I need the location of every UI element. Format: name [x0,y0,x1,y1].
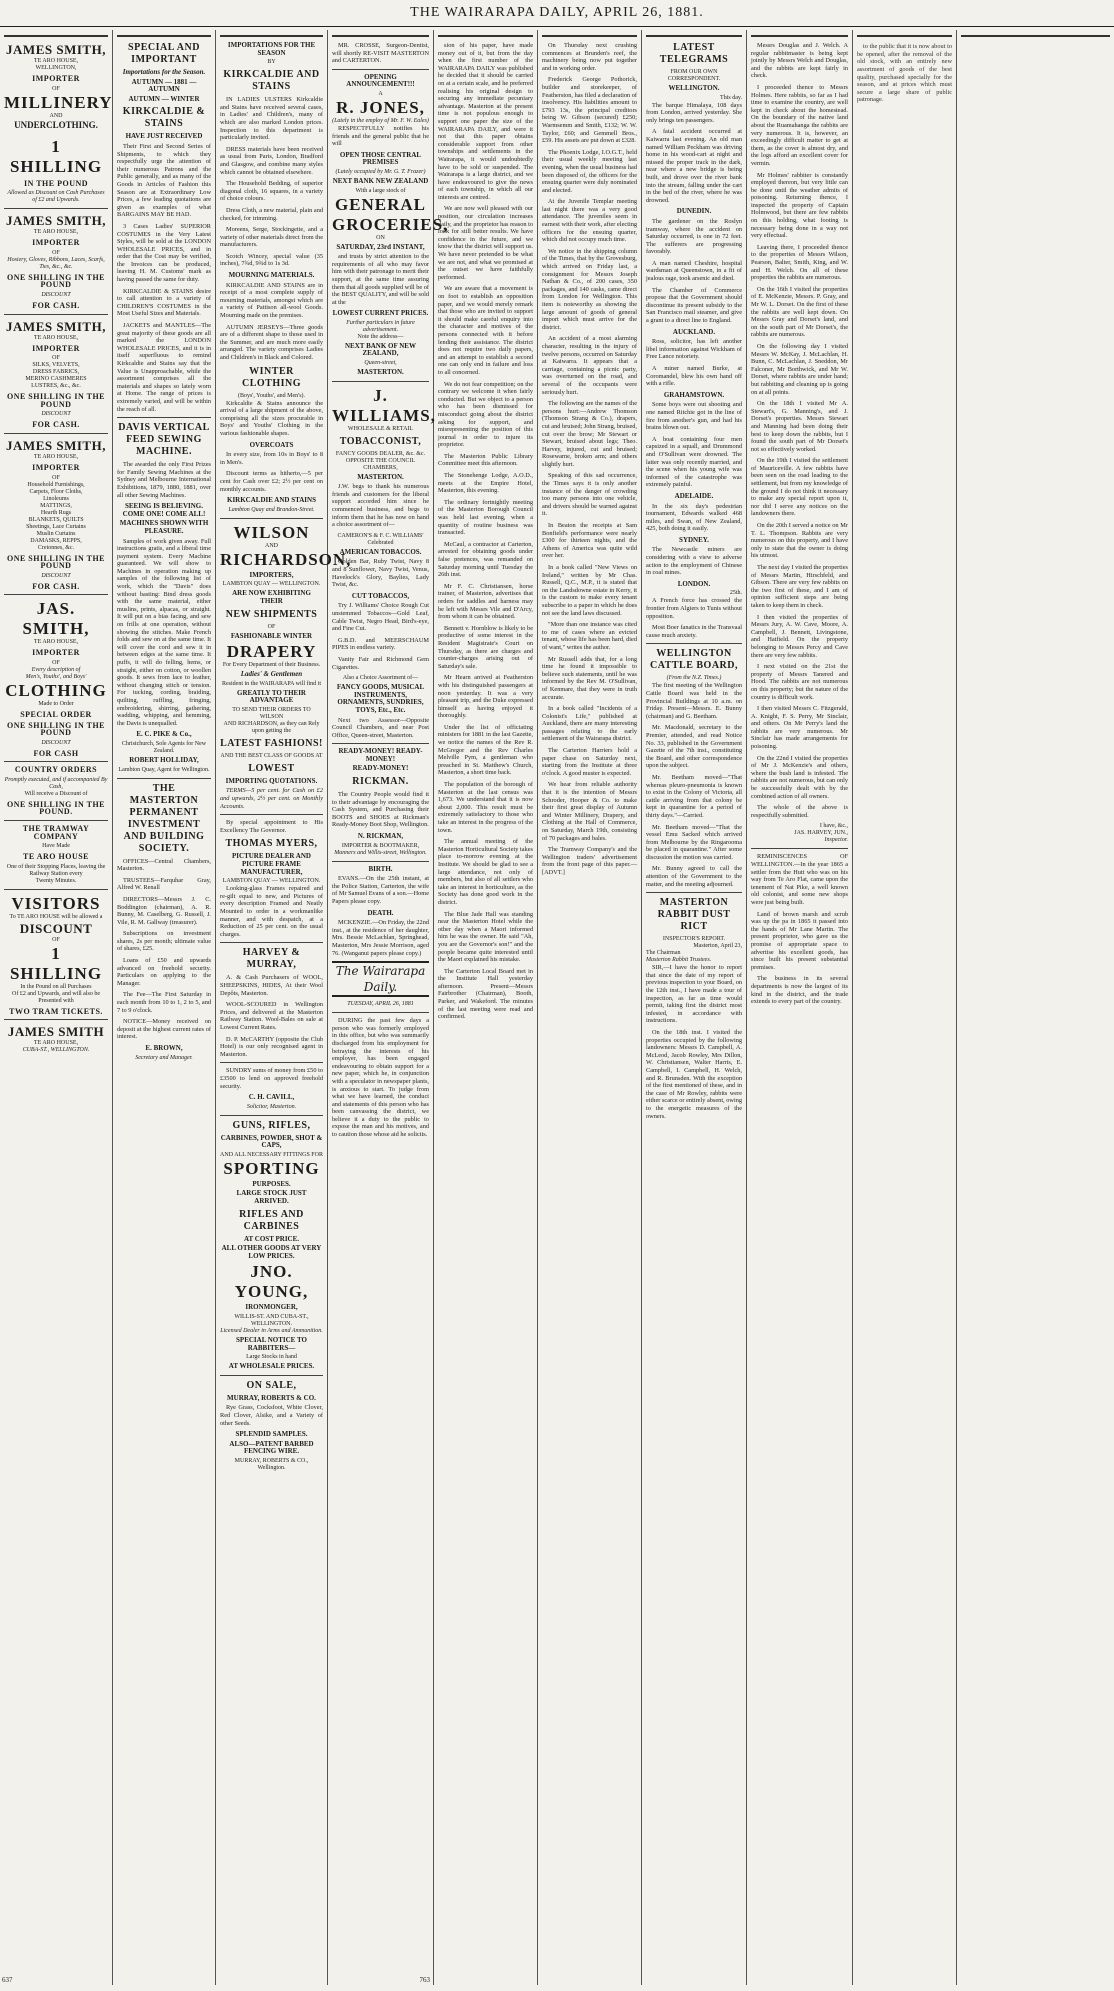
j-williams-heading: J. WILLIAMS, [332,385,436,425]
column-1-james-smith-ads: JAMES SMITH, TE ARO HOUSE, WELLINGTON, IMPORTER OF MILLINERY AND UNDERCLOTHING. 1 SHILLING IN THE POUND Allowed as Discount on Cash Purchases of £2 and Upwards. JAMES SMITH, TE ARO HOUSE, IMPORTER OF Hosiery, Gloves, Ribbons, Laces, Scarfs, Ties, &c., &c. ONE SHILLING IN THE POUND DISCOUNT FOR CASH. JAMES SMITH, TE ARO HOUSE, IMPORTER OF SILKS, VELVETS, DRESS FABRICS, MERINO CASHMERES LUSTRES, &c., &c. ONE SHILLING IN THE POUND DISCOUNT FOR CASH. JAMES SMITH, TE ARO HOUSE, IMPORTER OF Household Furnishings, Carpets, Floor Cloths, Linoleums MATTINGS, Hearth Rugs BLANKETS, QUILTS Sheetings, Lace Curtains Muslin Curtains DAMASKS, REPPS, Cretonnes, &c. ONE SHILLING IN THE POUND DISCOUNT FOR CASH. JAS. SMITH, TE ARO HOUSE, IMPORTER OF Every description of Men's, Youths', and Boys' CLOTHING Made to Order SPECIAL ORDER ONE SHILLING IN THE POUND DISCOUNT FOR CASH COUNTRY ORDERS Promptly executed, and if accompanied By Cash, Will receive a Discount of ONE SHILLING IN THE POUND. THE TRAMWAY COMPANY Have Made TE ARO HOUSE One of their Stopping Places, leaving the Railway Station every Twenty Minutes. VISITORS To TE ARO HOUSE will be allowed a DISCOUNT OF 1 SHILLING In the Pound on all Purchases Of £2 and Upwards, and will also be Presented with TWO TRAM TICKETS. JAMES SMITH TE ARO HOUSE, CUBA-ST., WELLINGTON. 637 [0,30,113,1985]
page-number-right: 763 [419,1976,430,1985]
ad-headline-millinery: MILLINERY [4,92,113,112]
page-number-left: 637 [2,1976,13,1985]
editorial-banner: The Wairarapa Daily. [332,961,429,997]
wilson-richardson-heading: WILSON [233,522,310,542]
column-10-continuation [957,30,1114,1985]
column-6-local-news: On Thursday next crushing commences at Brunden's reef, the machinery being now put together and in working order. Frederick George Pothorick, builder and storekeeper, of Featherston, has filed a declaration of insolvency. His liabilities amount to £793 13s, the principal creditors being W. Gibson (secured) £250; Warmsemm and Smith, £132; W. W. Taylor, £60; and Gemmell Bros., £59. His assets are put down at £328. The Phoenix Lodge, I.O.G.T., held their usual weekly meeting last evening, when the usual business had been disposed of, the officers for the ensuing quarter were duly nominated and elected. At the Juvenile Templar meeting last night there was a very good attendance. The juveniles seem in earnest with their work, after electing officers for the ensuing quarter, which did not occupy much time. We notice in the shipping column of the Times, that by the Grovesburg, which arrived on Friday last, a consignment for Messrs Joseph Nathan & Co., of 200 cases, 350 packages, and 140 casks, came direct from London for Wellington. This item is noteworthy as showing the large amount of goods of general import which must arrive for the district. An accident of a most alarming character, resulting in the injury of twelve persons, occurred on Saturday at Kaiwarra. It appears that a carriage, containing a picnic party, was overturned on the road, and several of the occupants were seriously hurt. The following are the names of the persons hurt:—Andrew Thomson (Thomson Strang & Co.), drapers, cut and bruised; John Strang, bruised, cut over the brow; Mr Stewart or Stewart, bruised about legs; Theo. Harvey, injured, cut and bruised; Rosewarne, broken arm; and others slightly hurt. Speaking of this sad occurrence, the Times says it is only another instance of the danger of crowding too many persons into one vehicle, and drivers should be warned against it. In Beaton the receipts at Sam Bonfield's performance were nearly £300 for thirteen nights, and the Athens of America was quite wild over her. In a book called "New Views on Ireland," written by Mr Chas. Russell, Q.C., M.P., it is stated that on the Landsdowne estate in Kerry, it is the custom to make every tenant subscribe to a paper in which he does not see the land laws discussed. "More than one instance was cited to me of cases where an evicted tenant, whose life has been hard, died of want," writes the author. Mr Russell adds that, for a long time he found it impossible to believe such statements, until he was informed by the Rev M. O'Sullivan, of Kenmare, that they were in truth accurate. In a book called "Incidents of a Colonist's Life," published at Auckland, there are many interesting passages relating to the early settlement of the Wairarapa district. The Carterton Harriers hold a paper chase on Saturday next, starting from the Institute at three o'clock. A good muster is expected. We hear from reliable authority that it is the intention of Messrs Schroder, Hooper & Co. to make their first great display of Autumn and Winter Millinery, Drapery, and Clothing at the Hall of Commerce, on Saturday, March 19th, consisting of 70 packages and bales. The Tramway Company's and the Wellington traders' advertisement from the front page of this paper.—[ADVT.] [538,30,642,1985]
advertiser-name: JAMES SMITH, [6,42,106,57]
column-5-editorial: sion of his paper, have made money out of it, but from the day when the first number of the WAIRARAPA DAILY was published he decided that it should be carried on at a certain scale, and he preferred realising his original design to securing any immediate pecuniary advantage. Masterton at the present time is not populous enough to support one paper the size of the WAIRARAPA DAILY, and were it not that this paper obtains considerable support from other townships and settlements in the Wairarapa, it would undoubtedly have to be sold or suspended. The Wairarapa is a large district, and we have endeavoured to give the news of each township, in which all our interests are centred. We are now well pleased with our position, our circulation increases daily, and the proprietor has reason to look for still better results. We have confidence in the future, and we know that the district will support us. We have never pretended to be what we are not, and what we promised at the outset we have faithfully performed. We are aware that a movement is on foot to establish an opposition paper, and we would merely remark that those who are invited to support it should make careful enquiry into the character and motives of the persons connected with it before lending their assistance. The district does not require two daily papers, and an attempt to establish a second one can only end in failure and loss to all concerned. We do not fear competition; on the contrary we welcome it when fairly conducted. But we object to a person who has been dismissed for misconduct going about the district asking for support, and misrepresenting the position of this journal in order to injure its proprietor. The Masterton Public Library Committee meet this afternoon. The Stonehenge Lodge, A.O.D., meets at the Empire Hotel, Masterton, this evening. The ordinary fortnightly meeting of the Masterton Borough Council was held last evening, when a quantity of routine business was transacted. McCaul, a contractor at Carterton, arrested for obtaining goods under false pretences, was remanded on Saturday morning until Tuesday the 26th inst. Mr F. C. Christiansen, horse trainer, of Masterton, advertises that orders for saddles and harness may be left with Messrs Vile and D'Arcy, from whom it can be obtained. Bennett v. Hornblow is likely to be productive of some interest in the Resident Magistrate's Court on Thursday, as there are charges and counter-charges arising out of Saturday's sale. Mr Hearn arrived at Featherston with his distinguished passengers at noon yesterday. It was a very pleasant trip, and the Duke expressed himself as having enjoyed it thoroughly. Under the list of officiating ministers for 1881 in the last Gazette, we notice the names of the Rev R. McGregor and the Rev Charles Melville Pym, a gentleman who preached in St. Matthew's Church, Masterton, a short time back. The population of the borough of Masterton at the last census was 1,673. We understand that it is now about 2,000. This result must be extremely satisfactory to those who take an interest in the progress of the town. The annual meeting of the Masterton Horticultural Society takes place to-morrow evening at the Institute. We should be glad to see a large attendance, not only of members, but also of all settlers who take an interest in horticulture, as the Society has done good work in the district. The Blue Jade Hall was standing near the Masterton Hotel while the other day when a Maori informed him he was the owner. He said "Ah, you are the Governor's son!" and the people became quite interested until the Maori explained his mistake. The Carterton Local Board met in the Institute Hall yesterday afternoon. Present—Messrs Fairbrother (Chairman), Booth, Parker, and Wakeford. The minutes of the last meeting were read and confirmed. [434,30,538,1985]
r-jones-heading: R. JONES, [336,97,425,117]
davis-sewing-heading: DAVIS VERTICAL FEED SEWING MACHINE. [118,422,210,458]
building-society-heading: THE MASTERTON PERMANENT INVESTMENT AND BUILDING SOCIETY. [123,782,205,854]
column-9-continuation: to the public that it is now about to be opened, after the removal of the old stock, with an entirely new assortment of goods of the best quality, purchased specially for the season, and at prices which must secure a large share of public patronage. [853,30,957,1985]
masthead: THE WAIRARAPA DAILY, APRIL 26, 1881. [0,0,1114,27]
column-3-drapery-ads: IMPORTATIONS FOR THE SEASON BY KIRKCALDIE AND STAINS IN LADIES ULSTERS Kirkcaldie and Stains have received several cases, in Ladies' and Children's, many of which are also marked London prices. Inspection to this department is particularly invited. DRESS materials have been received as usual from Paris, London, Bradford and Glasgow, and combine many styles which cannot be obtained elsewhere. The Household Bedding, of superior diagonal cloth, 16 squares, in a variety of choice colours. Dress Cloth, a new material, plain and checked, for trimming. Moreens, Serge, Stockingette, and a variety of other materials direct from the manufacturers. Scotch Wincey, special value (35 inches), 7¾d, 9¾d to 1s 3d. MOURNING MATERIALS. KIRKCALDIE AND STAINS are in receipt of a most complete supply of mourning materials, amongst which are a variety of Pattison all-wool Goods. Mourning made on the premises. AUTUMN JERSEYS—Three goods are of a different shape to those used in the Summer, and are much more easily arranged. The variety comprises Ladies and Children's in Black and Colored. WINTER CLOTHING (Boys', Youths', and Men's). Kirkcaldie & Stains announce the arrival of a large shipment of the above, comprising all the sizes procurable in Boys' and Youths' Clothing in the various fashionable shapes. OVERCOATS In every size, from 10s in Boys' to 8 in Men's. Discount terms as hitherto,—5 per cent for Cash over £2; 2½ per cent on monthly accounts. KIRKCALDIE AND STAINS Lambton Quay and Brandon-Street. WILSON AND RICHARDSON, IMPORTERS, LAMBTON QUAY — WELLINGTON. ARE NOW EXHIBITING THEIR NEW SHIPMENTS OF FASHIONABLE WINTER DRAPERY For Every Department of their Business. Ladies' & Gentlemen Resident in the WAIRARAPA will find it GREATLY TO THEIR ADVANTAGE TO SEND THEIR ORDERS TO WILSON AND RICHARDSON, as they can Rely upon getting the LATEST FASHIONS! AND THE BEST CLASS OF GOODS AT LOWEST IMPORTING QUOTATIONS. TERMS—5 per cent. for Cash on £2 and upwards, 2½ per cent. on Monthly Accounts. By special appointment to His Excellency The Governor. THOMAS MYERS, PICTURE DEALER AND PICTURE FRAME MANUFACTURER, LAMBTON QUAY — WELLINGTON. Looking-glass Frames repaired and re-gilt equal to new, and Pictures of every description Framed and Neatly Mounted to order in a workmanlike manner, and with despatch, at a Reduction of 25 per cent. on the usual charges. HARVEY & MURRAY, A. & Cash Purchasers of WOOL, SHEEPSKINS, HIDES, At their Wool Depôts, Masterton. WOOL-SCOURED in Wellington Prices, and delivered at the Masterton Railway Station. Wool-Bales on sale at Lowest Current Rates. D. P. McCARTHY (opposite the Club Hotel) is our only recognised agent in Masterton. SUNDRY sums of money from £50 to £3500 to lend on approved freehold security. C. H. CAVILL, Solicitor, Masterton. GUNS, RIFLES, CARBINES, POWDER, SHOT & CAPS, AND ALL NECESSARY FITTINGS FOR SPORTING PURPOSES. LARGE STOCK JUST ARRIVED. RIFLES AND CARBINES AT COST PRICE. ALL OTHER GOODS AT VERY LOW PRICES. JNO. YOUNG, IRONMONGER, WILLIS-ST. AND CUBA-ST., WELLINGTON. Licensed Dealer in Arms and Ammunition. SPECIAL NOTICE TO RABBITERS— Large Stocks in hand AT WHOLESALE PRICES. ON SALE, MURRAY, ROBERTS & CO. Rye Grass, Cocksfoot, White Clover, Red Clover, Alsike, and a Variety of other Seeds. SPLENDID SAMPLES. ALSO—PATENT BARBED FENCING WIRE. MURRAY, ROBERTS & CO., Wellington. [216,30,328,1985]
column-4-announcements: MR. CROSSE, Surgeon-Dentist, will shortly RE-VISIT MASTERTON and CARTERTON. OPENING ANNOUNCEMENT!!! A R. JONES, (Lately in the employ of Mr. F. W. Eales) RESPECTFULLY notifies his friends and the general public that he will OPEN THOSE CENTRAL PREMISES (Lately occupied by Mr. G. T. Frazer) NEXT BANK NEW ZEALAND With a large stock of GENERAL GROCERIES, ON SATURDAY, 23rd INSTANT, and trusts by strict attention to the requirements of all who may favor him with their patronage to merit their support, at the same time assuring them that all goods supplied will be of the BEST QUALITY, and will be sold at the LOWEST CURRENT PRICES. Further particulars in future advertisement. Note the address— NEXT BANK OF NEW ZEALAND, Queen-street, MASTERTON. J. WILLIAMS, WHOLESALE & RETAIL TOBACCONIST, FANCY GOODS DEALER, &c. &c. OPPOSITE THE COUNCIL CHAMBERS, MASTERTON. J.W. begs to thank his numerous friends and customers for the liberal support accorded him since he commenced business, and begs to inform them that he has now on hand a choice assortment of— CAMERON'S & F. C. WILLIAMS' Celebrated AMERICAN TOBACCOS. Golden Bar, Ruby Twist, Navy 8 and 8 Sunflower, Navy Twist, Venus, Havelock's Glory, Baylies, Lady Twist, &c. CUT TOBACCOS, Try J. Williams' Choice Rough Cut unstemmed Tobaccos—Gold Leaf, Cable Twist, Negro Head, Bird's-eye, and Fine Cut. G.B.D. and MEERSCHAUM PIPES in endless variety. Vanity Fair and Richmond Gem Cigarettes. Also a Choice Assortment of— FANCY GOODS, MUSICAL INSTRUMENTS, ORNAMENTS, SUNDRIES, TOYS, Etc., Etc. Next two Assessor—Opposite Council Chambers, and near Post Office, Queen-street, Masterton. READY-MONEY! READY-MONEY! READY-MONEY! RICKMAN. The Country People would find it to their advantage by encouraging the Cash System, and Purchasing their BOOTS and SHOES at Rickman's Ready-Money Boot Shop, Wellington. N. RICKMAN, IMPORTER & BOOTMAKER, Manners and Willis-street, Wellington. BIRTH. EVANS.—On the 25th instant, at the Police Station, Carterton, the wife of Mr Samuel Evans of a son.—Home Papers please copy. DEATH. MCKENZIE.—On Friday, the 22nd inst., at the residence of her daughter, Mrs. Bessie McLachlan, Springhead, Masterton, Mrs Jessie Morrison, aged 76. (Wanganui papers please copy.) The Wairarapa Daily. TUESDAY, APRIL 26, 1881 DURING the past few days a person who was formerly employed in this office, but who was summarily discharged from his employment for betraying the interests of his employer, has been engaged endeavouring to obtain support for a new paper, which he, in conjunction with a speculator in newspaper plants, is anxious to start. To judge from what we have learned, the conduct and statements of this person who has been canvassing the district, we believe it a duty to the public to expose the man and his motives, and to caution those whose aid he solicits. 763 [328,30,434,1985]
latest-telegrams-heading: LATEST TELEGRAMS [659,42,729,65]
column-7-telegrams: LATEST TELEGRAMS FROM OUR OWN CORRESPONDENT. WELLINGTON. This day. The barque Himalaya, 108 days from London, arrived yesterday. She only brings ten passengers. A fatal accident occurred at Kaiwarra last evening. An old man named William Peckham was driving home in his wood-cart at night and missed the proper track in the dark, near where a new bridge is being built, and drove over the river bank into the stream, falling under the cart in the bed of the river, where he was drowned. DUNEDIN. The gardener on the Roslyn tramway, where the accident on Saturday occurred, is one in 72 feet. The sufferers are progressing favorably. A man named Cheshire, hospital wardsman at Queenstown, in a fit of jealous rage, took arsenic and died. The Chamber of Commerce propose that the Government should discontinue its present subsidy to the San Francisco mail steamer, and give a grant to a direct line to England. AUCKLAND. Ross, solicitor, has left another libel information against Wickham of Free Lance notoriety. A miner named Burke, at Coromandel, blew his own hand off with a rifle. GRAHAMSTOWN. Some boys were out shooting and one named Ritchie got in the line of fire from another's gun, and had his brains blown out. A boat containing four men capsized in a squall, and Drummond and O'Sullivan were drowned. The latter was only recently married, and the scene when his young wife was informed of the catastrophe was extremely painful. ADELAIDE. In the six day's pedestrian tournament, Edwards walked 468 miles, and Swan, of New Zealand, 425, both doing it easily. SYDNEY. The Newcastle miners are considering with a view to adverse action to the employment of Chinese in coal mines. LONDON. 25th. A French force has crossed the frontier from Algiers to Tunis without opposition. Most Boer fanatics in the Transvaal cause much anxiety. WELLINGTON CATTLE BOARD, (From the N.Z. Times.) The first meeting of the Wellington Cattle Board was held in the Provincial Buildings at 10 a.m. on Friday. Present—Messrs. E. Bunny (chairman) and G. Beetham. Mr. Macdonald, secretary to the Premier, attended, and read Notice No. 33, published in the Government Gazette of the 7th inst., constituting the Board, and other correspondence upon the subject. Mr. Beetham moved—"That whereas pleuro-pneumonia is known to exist in the Colony of Victoria, all cattle arriving from that colony be kept in quarantine for a period of thirty days."—Carried. Mr. Beetham moved—"That the vessel Emu Sacked which arrived from Melbourne by the Ringarooma be placed in quarantine." After some discussion the motion was carried. Mr. Bunny agreed to call the attention of the Government to the matter, and the meeting adjourned. MASTERTON RABBIT DUST RICT INSPECTOR'S REPORT. Masterton, April 23, The Chairman Masterton Rabbit Trustees. SIR,—I have the honor to report that since the date of my report of previous inspection to your Board, on the 12th inst., I have made a tour of inspection, as far as time would permit, taking first the district most infested, in accordance with instructions. On the 18th inst. I visited the properties occupied by the following landowners: Messrs D. Campbell, A. McLeod, Jacob Rowley, Mrs Dillon, W. Christiansen, Walter Harris, E. Campbell, I. Campbell, H. Welch, and R. Brunsden. With the exception of the first mentioned of these, and in the case of Mr Rowley, rabbits were either scarce or entirely absent, owing to the energetic measures of the owners. [642,30,747,1985]
kirkcaldie-stains-heading: KIRKCALDIE & STAINS [122,106,206,130]
column-2-kirkcaldie-ads: SPECIAL AND IMPORTANT Importations for the Season. AUTUMN — 1881 — AUTUMN AUTUMN — WINTER KIRKCALDIE & STAINS HAVE JUST RECEIVED Their First and Second Series of Shipments, to which they respectfully urge the attention of their numerous Patrons and the Public generally, and as many of the Goods in Articles of Fashion this Season are at Extraordinary Low Prices, a few leading quotations are given as examples of what BARGAINS MAY BE HAD. 3 Cases Ladies' SUPERIOR COSTUMES in the Very Latest Styles, will be sold at the LONDON WHOLESALE PRICES, and in order that the Cost may be verified, the Invoices can be produced, leaving H. M. Customs' mark as having passed the same for duty. KIRKCALDIE & STAINS desire to call attention to a variety of CHILDREN'S COSTUMES in the Most Useful Sizes and Materials. JACKETS and MANTLES—The great majority of these goods are all marked the LONDON WHOLESALE PRICES, and it is in itself superfluous to remind Kirkcaldie and Stains say that the Value is Unapproachable, while the assortment comprises all the materials and shapes so lately worn at Home. The range of prices is extremely varied, and will be within the reach of all. DAVIS VERTICAL FEED SEWING MACHINE. The awarded the only First Prizes for Family Sewing Machines at the Sydney and Melbourne International Exhibitions, 1879, 1880, 1881, over all other Sewing Machines. SEEING IS BELIEVING. COME ONE! COME ALL! MACHINES SHOWN WITH PLEASURE. Samples of work given away. Full instructions gratis, and a liberal time payment system. Every Machine guaranteed. We will show to Machines in operation making up samples of the following list of work, which the "Davis" does without basting: Bind dress goods with the same material, either muslins, prints, alpacas, or straight. It will put on a bias facing, and sew on frills at one operation, without showing the stitches. Make French folds and sew on at the same time. It will cover the cord and sew it in between edges at the same time. It puffs, it will do felling, hems, or straight, either on cotton, or woollen goods. It sews from lace to leather, without changing stitch or tension. For tucking, cording, braiding, quilting, ruffling, fringing, embroidering, shirring, gathering, wadding, whipping, and hemming, the Davis is unequalled. E. C. PIKE & Co., Christchurch, Sole Agents for New Zealand. ROBERT HOLLIDAY, Lambton Quay, Agent for Wellington. THE MASTERTON PERMANENT INVESTMENT AND BUILDING SOCIETY. OFFICES—Central Chambers, Masterton. TRUSTEES—Farquhar Gray, Alfred W. Renall DIRECTORS—Messrs J. C. Boddington (chairman), A. R. Bunny, M. Caselberg, G. Russell, J. Vile, R. M. Gallway (treasurer). Subscriptions on investment shares, 2s per month; ultimate value of shares, £25. Loans of £50 and upwards advanced on freehold security. Particulars on applying to the Manager. The Fee—The First Saturday in each month from 10 to 1, 2 to 5, and 7 to 9 o'clock. NOTICE—Money received on deposit at the highest current rates of interest. E. BROWN, Secretary and Manager. [113,30,216,1985]
column-8-inspector-report: Messrs Douglas and J. Welch. A regular rabbitmaster is being kept jointly by Messrs Welch and Douglas, and the rabbits are kept fairly in check. I proceeded thence to Messrs Holmes. Here rabbits, so far as I had time to examine the country, are well kept in check about the homestead. On the boundary of the native land about the Ruamahanga the rabbits are very numerous. It is, however, an exceedingly difficult matter to get at them, as the cover is almost dry, and the logs afford an excellent cover for vermin. Mr Holmes' rabbiter is constantly employed thereon, but very little can be done until the weather admits of poisoning. Returning thence, I inspected the property of Captain Holmwood, but there are few rabbits on this holding, what footing is necessary being done in a way not very effectual. Leaving there, I proceeded thence to the properties of Messrs Wilson, Pearson, Balter, Smith, King, and W. and H. Welch. On all of these properties the rabbits are numerous. On the 16th I visited the properties of E. McKenzie, Messrs. P. Gray, and Mr W. L. Dorset. On the first of these the rabbits are well kept down. On Messrs Gray and Dorset's land, and on the south part of Mr Dorset's, the rabbits are numerous. On the following day I visited Messrs W. McKay, J. McLachlan, H. Bunn, C. McLachlan, J. Sneddon, Mr Falconer, Mr Borthwick, and Mr W. Dorset, where rabbits are under hand; but rabbiting and cleaning up is going on at all points. On the 18th I visited Mr A. Stewart's, G. Manning's, and J. Dorset's properties. Messrs Stewart and Manning had been doing their best to keep down the rabbits, but I found the south part of Mr Dorset's not so effectively worked. On the 19th I visited the settlement of Mauriceville. A few rabbits have been seen on the road leading to the settlement, but from my knowledge of the ground I do not think it necessary to make any special report upon it, nor did I serve any notices on the landowners there. On the 20th I served a notice on Mr T. L. Thompson. Rabbits are very numerous on this property, and I have only to state that the owner is doing his utmost. The next day I visited the properties of Messrs Martin, Hirschfeld, and Gibson. There are very few rabbits on the two first of these, and I am of opinion sufficient steps are being taken to keep them in check. I then visited the properties of Messrs Jury, A. W. Cave, Moore, A. Campbell, J. Bennett, Livingstone, and Hatfield. On the property belonging to Messrs Percy and Cave there are very few rabbits. I next visited on the 21st the property of Messrs Tanered and Hood. The rabbits are not numerous on this property; but the nature of the country is difficult work. I then visited Messrs C. Fitzgerald, A. Knight, F. S. Perry, Mr Sinclair, and others. On Mr Perry's land the rabbits are very numerous. Mr Sinclair has made arrangements for poisoning. On the 22nd I visited the properties of Mr J. McKenzie's and others, where the bush land is infested. The rabbits are not numerous, but can only be successfully dealt with by the combined action of all owners. The whole of the above is respectfully submitted. I have, &c., JAS. HARVEY, JUN., Inspector. REMINISCENCES OF WELLINGTON.—In the year 1865 a settler from the Hutt who was on his way from Te Aro Flat, came upon the tenement of Nat Pike, a well known old colonist, and some new shops were just being built. Land of brown marsh and scrub was up the pa in 1865 it passed into the hands of Mr Lane Martin. The present proprietor, who gave us the promise of appropriate space to advertise his excellent goods, has since built his present substantial premises. The business in its several departments is now the largest of its kind in the district, and the trade extends to every part of the country. [747,30,853,1985]
